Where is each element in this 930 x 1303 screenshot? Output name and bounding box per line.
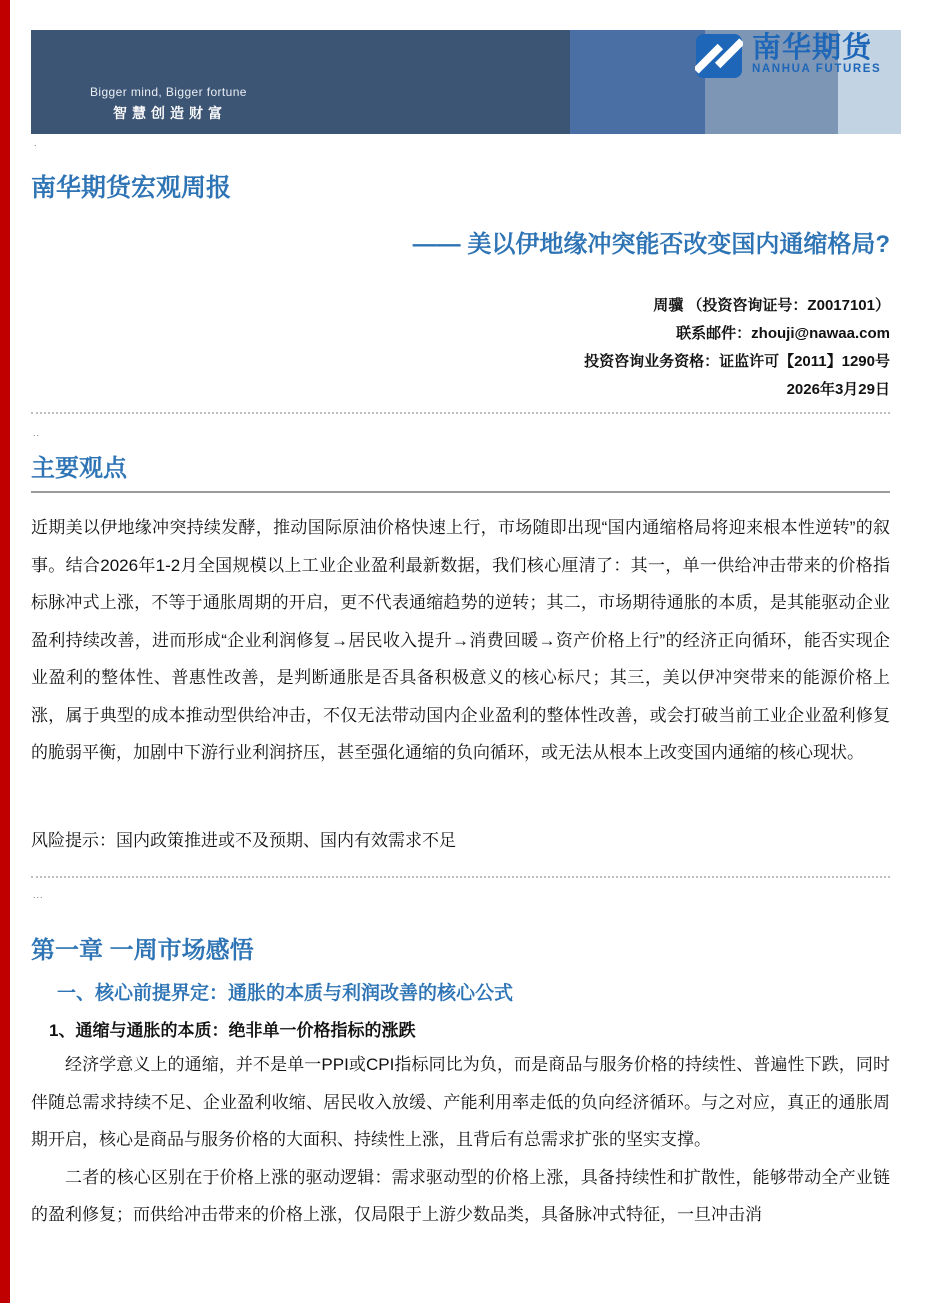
nanhua-logo-icon <box>695 33 743 79</box>
chapter-section-heading: 一、核心前提界定：通胀的本质与利润改善的核心公式 <box>57 983 514 1004</box>
dotted-divider-bottom <box>31 876 890 878</box>
chapter-subsection-heading: 1、通缩与通胀的本质：绝非单一价格指标的涨跌 <box>49 1021 416 1040</box>
author-info-block <box>31 292 890 404</box>
stray-mark-lower: ... <box>33 890 44 900</box>
chapter-title: 第一章 一周市场感悟 <box>31 937 254 964</box>
author-license-line: 投资咨询业务资格：证监许可【2011】1290号 <box>584 353 890 370</box>
chapter-paragraph-2: 二者的核心区别在于价格上涨的驱动逻辑：需求驱动型的价格上涨，具备持续性和扩散性，能够带动全产业链的盈利修复；而供给冲击带来的价格上涨，仅局限于上游少数品类，具备脉冲式特征，一旦冲击消 <box>31 1167 890 1224</box>
stray-mark-top: . <box>34 138 38 148</box>
report-subtitle: —— 美以伊地缘冲突能否改变国内通缩格局? <box>412 231 890 258</box>
logo-name-en: NANHUA FUTURES <box>752 63 882 75</box>
banner-slogan-cn: 智慧创造财富 <box>113 105 227 121</box>
logo-name-cn: 南华期货 <box>752 32 873 64</box>
author-email-line: 联系邮件：zhouji@nawaa.com <box>676 325 890 342</box>
banner-slogan-en: Bigger mind, Bigger fortune <box>90 85 247 99</box>
dotted-divider-top <box>31 412 890 414</box>
logo-text <box>752 33 881 76</box>
stray-mark-middle: .. <box>33 428 41 438</box>
banner-blue-block <box>570 30 705 134</box>
nanhua-futures-logo <box>695 33 881 79</box>
chapter-body <box>31 1046 890 1234</box>
author-name-line: 周骥 （投资咨询证号：Z0017101） <box>653 297 890 314</box>
left-accent-strip <box>0 0 10 1303</box>
banner-navy-block <box>31 30 570 134</box>
risk-notice: 风险提示：国内政策推进或不及预期、国内有效需求不足 <box>31 831 456 850</box>
summary-body-paragraph: 近期美以伊地缘冲突持续发酵，推动国际原油价格快速上行，市场随即出现“国内通缩格局将迎来根本性逆转”的叙事。结合2026年1-2月全国规模以上工业企业盈利最新数据，我们核心厘清了：其一，单一供给冲击带来的价格指标脉冲式上涨，不等于通胀周期的开启，更不代表通缩趋势的逆转；其二，市场期待通胀的本质，是其能驱动企业盈利持续改善，进而形成“企业利润修复→居民收入提升→消费回暖→资产价格上行”的经济正向循环，能否实现企业盈利的整体性、普惠性改善，是判断通胀是否具备积极意义的核心标尺；其三，美以伊冲突带来的能源价格上涨，属于典型的成本推动型供给冲击，不仅无法带动国内企业盈利的整体性改善，或会打破当前工业企业盈利修复的脆弱平衡，加剧中下游行业利润挤压，甚至强化通缩的负向循环，或无法从根本上改变国内通缩的核心现状。 <box>31 518 890 762</box>
chapter-paragraph-1: 经济学意义上的通缩，并不是单一PPI或CPI指标同比为负，而是商品与服务价格的持续性、普遍性下跌，同时伴随总需求持续不足、企业盈利收缩、居民收入放缓、产能利用率走低的负向经济循环。与之对应，真正的通胀周期开启，核心是商品与服务价格的大面积、持续性上涨，且背后有总需求扩张的坚实支撑。 <box>31 1055 890 1149</box>
report-title: 南华期货宏观周报 <box>31 174 232 202</box>
report-date: 2026年3月29日 <box>786 381 890 398</box>
summary-heading: 主要观点 <box>31 448 890 493</box>
